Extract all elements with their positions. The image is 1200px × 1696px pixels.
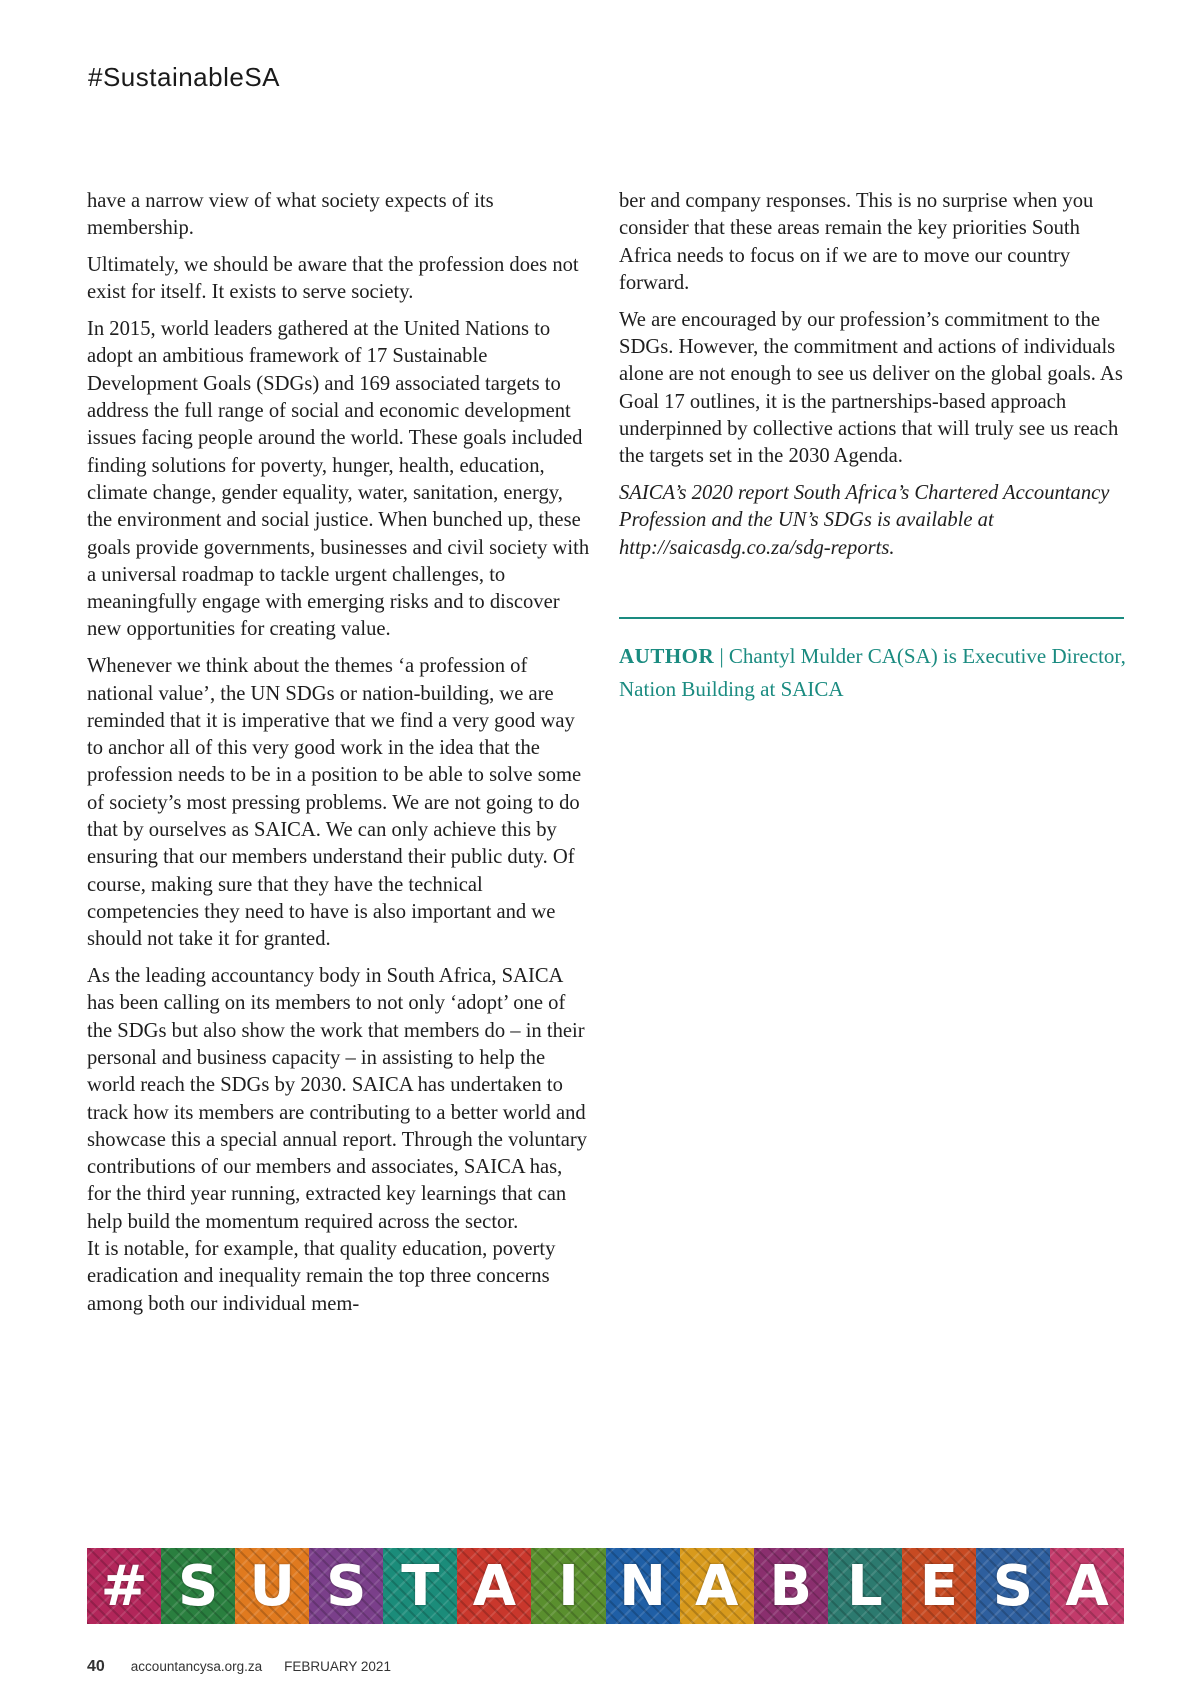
banner-letter-tile: A: [680, 1548, 754, 1624]
paragraph: Whenever we think about the themes ‘a profession of national value’, the UN SDGs or nation-building, we are reminded that it is imperative that we find a very good way to anchor all of this very good work in the idea that the profession needs to be in a position to be able to solve some of society’s most pressing problems. We are not going to do that by ourselves as SAICA. We can only achieve this by ensuring that our members understand their public duty. Of course, making sure that they have the technical competencies they need to have is also important and we should not take it for granted.: [87, 655, 582, 951]
banner-letter-tile: B: [754, 1548, 828, 1624]
banner-letter-tile: #: [87, 1548, 161, 1624]
author-divider: [619, 617, 1124, 619]
paragraph: In 2015, world leaders gathered at the United Nations to adopt an ambitious framework of 17 Sustainable Development Goals (SDGs) and 169 associated targets to address the full range of social and economic development issues facing people around the world. These goals included finding solutions for poverty, hunger, health, education, climate change, gender equality, water, sanitation, energy, the environment and social justice. When bunched up, these goals provide governments, businesses and civil society with a universal roadmap to tackle urgent challenges, to meaningfully engage with emerging risks and to discover new opportunities for creating value.: [87, 318, 590, 641]
paragraph: As the leading accountancy body in South Africa, SAICA has been calling on its members to not only ‘adopt’ one of the SDGs but also show the work that members do – in their personal and business capacity – in assisting to help the world reach the SDGs by 2030. SAICA has undertaken to track how its members are contributing to a better world and showcase this a special annual report. Through the voluntary contributions of our members and associates, SAICA has, for the third year running, extracted key learnings that can help build the momentum required across the sector.: [87, 965, 588, 1233]
banner-letter-tile: I: [531, 1548, 605, 1624]
banner-letter-tile: S: [976, 1548, 1050, 1624]
author-separator: |: [714, 644, 729, 668]
paragraph: Ultimately, we should be aware that the profession does not exist for itself. It exists to serve society.: [87, 254, 579, 304]
paragraph: ber and company responses. This is no surprise when you consider that these areas remain the key priorities South Africa needs to focus on if we are to move our country forward.: [619, 190, 1094, 294]
banner-letter-tile: T: [383, 1548, 457, 1624]
banner-letter-tile: S: [161, 1548, 235, 1624]
author-byline: [619, 640, 1129, 706]
banner-letter-tile: U: [235, 1548, 309, 1624]
banner-letter-tile: L: [828, 1548, 902, 1624]
banner-letter-tile: N: [606, 1548, 680, 1624]
author-label: AUTHOR: [619, 644, 715, 668]
author-text: Chantyl Mulder CA(SA) is Executive Director, Nation Building at SAICA: [619, 644, 1126, 701]
paragraph: have a narrow view of what society expects of its membership.: [87, 190, 494, 240]
banner-letter-tile: A: [457, 1548, 531, 1624]
right-column: [619, 188, 1127, 571]
sustainablesa-banner: [87, 1548, 1124, 1624]
report-note: SAICA’s 2020 report South Africa’s Chartered Accountancy Profession and the UN’s SDGs is available at http://saicasdg.co.za/sdg-reports.: [619, 481, 1110, 559]
left-column: [87, 188, 591, 1327]
banner-letter-tile: E: [902, 1548, 976, 1624]
paragraph: It is notable, for example, that quality education, poverty eradication and inequality remain the top three concerns among both our individual mem-: [87, 1237, 556, 1315]
section-tag: #SustainableSA: [88, 62, 281, 92]
paragraph: We are encouraged by our profession’s commitment to the SDGs. However, the commitment and actions of individuals alone are not enough to see us deliver on the global goals. As Goal 17 outlines, it is the partnerships-based approach underpinned by collective actions that will truly see us reach the targets set in the 2030 Agenda.: [619, 308, 1123, 468]
issue-date: FEBRUARY 2021: [284, 1659, 391, 1674]
banner-letter-tile: A: [1050, 1548, 1124, 1624]
page-footer: [87, 1658, 391, 1676]
banner-letter-tile: S: [309, 1548, 383, 1624]
website-link[interactable]: accountancysa.org.za: [130, 1659, 263, 1674]
page-number: 40: [87, 1658, 105, 1675]
